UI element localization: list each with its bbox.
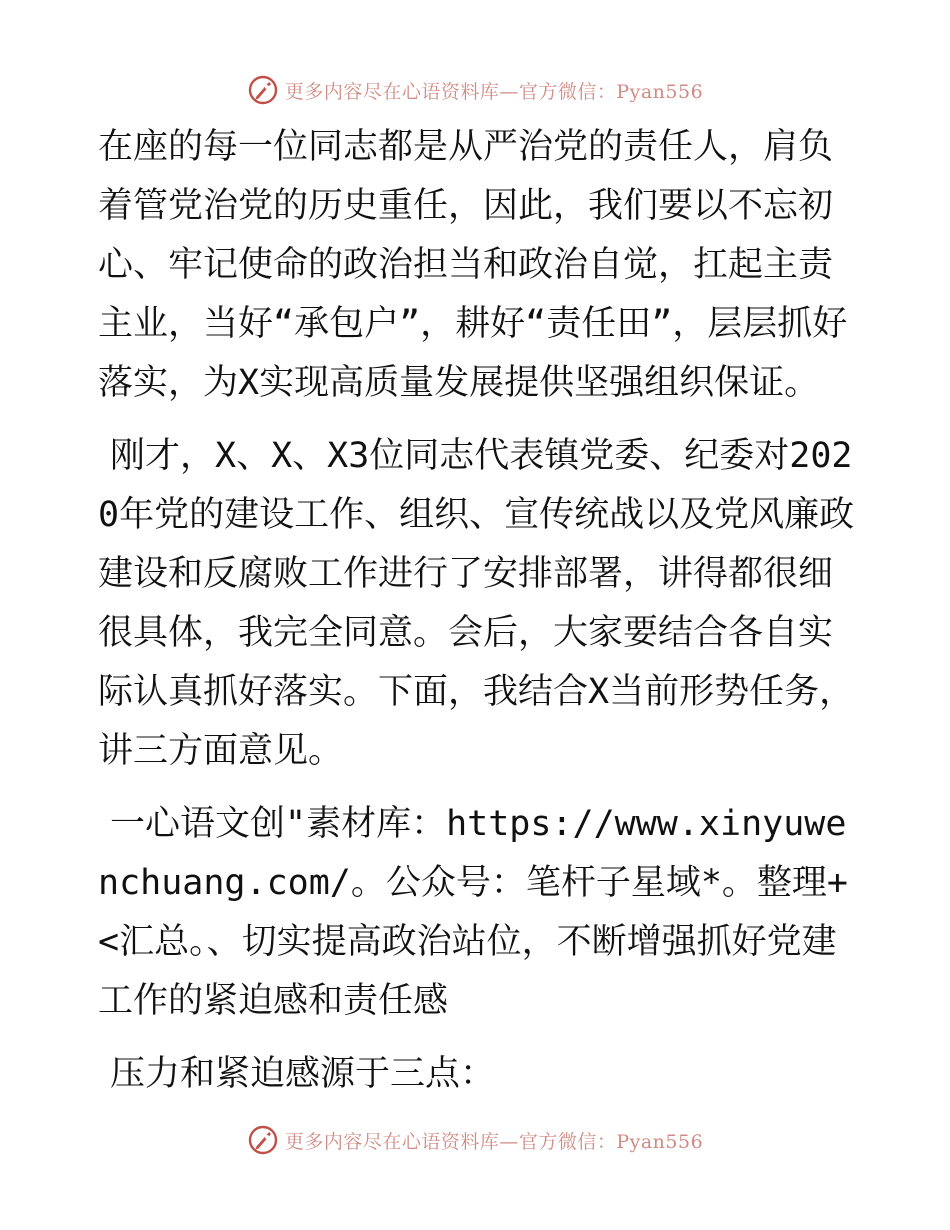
header-watermark [0,70,950,110]
watermark-text: 更多内容尽在心语资料库—官方微信：Pyan556 [284,80,704,103]
quill-circle-logo-icon [247,74,279,106]
paragraph-1: 在座的每一位同志都是从严治党的责任人，肩负着管党治党的历史重任，因此，我们要以不忘初心、牢记使命的政治担当和政治自觉，扛起主责主业，当好“承包户”，耕好“责任田”，层层抓好落实，为X实现高质量发展提供坚强组织保证。 [98,127,848,403]
paragraph-4: 压力和紧迫感源于三点： [110,1054,496,1094]
footer-watermark [0,1120,950,1160]
quill-circle-logo-icon [247,1124,279,1156]
paragraph-2: 刚才，X、X、X3位同志代表镇党委、纪委对2020年党的建设工作、组织、宣传统战以及党风廉政建设和反腐败工作进行了安排部署，讲得都很细很具体，我完全同意。会后，大家要结合各自实际认真抓好落实。下面，我结合X当前形势任务，讲三方面意见。 [98,436,855,771]
watermark-text: 更多内容尽在心语资料库—官方微信：Pyan556 [284,1130,704,1153]
paragraph-3: 一心语文创"素材库：https://www.xinyuwenchuang.com/。公众号：笔杆子星域*。整理+<汇总。、切实提高政治站位，不断增强抓好党建工作的紧迫感和责任感 [98,804,849,1021]
document-body [98,118,858,1104]
